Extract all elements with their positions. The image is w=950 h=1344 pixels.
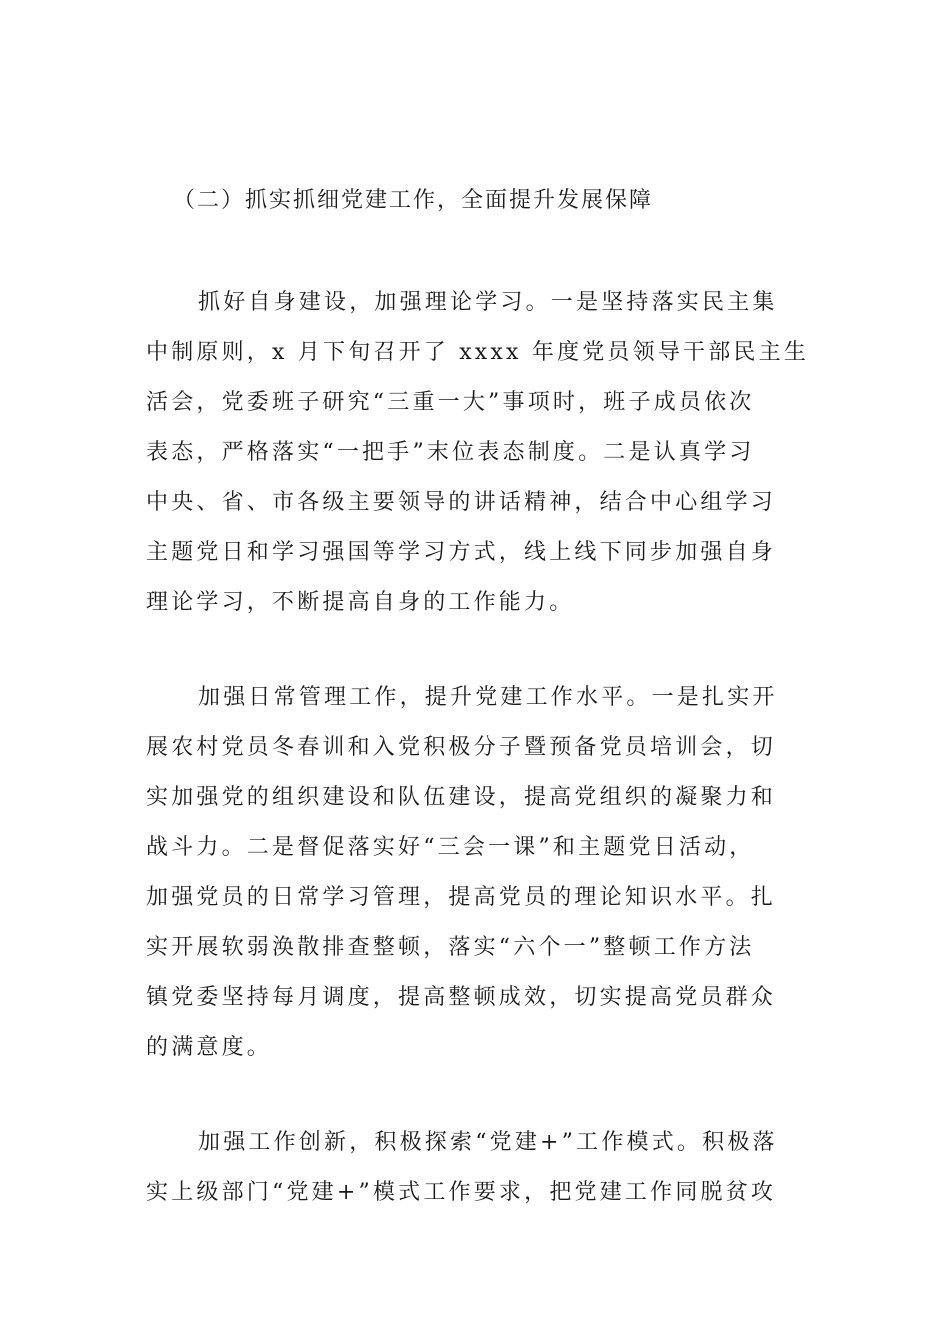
paragraph-line: 的满意度。 xyxy=(146,1035,273,1060)
paragraph-line: 主题党日和学习强国等学习方式，线上线下同步加强自身 xyxy=(146,540,777,565)
paragraph-line: 实开展软弱涣散排查整顿，落实“六个一”整顿工作方法 xyxy=(146,935,755,960)
paragraph-line: 加强党员的日常学习管理，提高党员的理论知识水平。扎 xyxy=(146,885,777,910)
paragraph-line: 中制原则，x 月下旬召开了 xxxx 年度党员领导干部民主生 xyxy=(146,340,810,365)
paragraph-line: 抓好自身建设，加强理论学习。一是坚持落实民主集 xyxy=(198,290,778,315)
paragraph-line: 展农村党员冬春训和入党积极分子暨预备党员培训会，切 xyxy=(146,735,777,760)
paragraph-line: 活会，党委班子研究“三重一大”事项时，班子成员依次 xyxy=(146,390,755,415)
paragraph-line: 实上级部门“党建+”模式工作要求，把党建工作同脱贫攻 xyxy=(146,1180,777,1205)
paragraph-line: 加强日常管理工作，提升党建工作水平。一是扎实开 xyxy=(198,685,778,710)
paragraph-line: 中央、省、市各级主要领导的讲话精神，结合中心组学习 xyxy=(146,490,777,515)
paragraph-theory-study xyxy=(146,278,826,628)
paragraph-line: 镇党委坚持每月调度，提高整顿成效，切实提高党员群众 xyxy=(146,985,777,1010)
section-heading: （二）抓实抓细党建工作，全面提升发展保障 xyxy=(173,188,654,213)
paragraph-line: 理论学习，不断提高自身的工作能力。 xyxy=(146,590,575,615)
paragraph-work-innovation xyxy=(146,1118,826,1218)
paragraph-line: 加强工作创新，积极探索“党建+”工作模式。积极落 xyxy=(198,1130,778,1155)
paragraph-daily-management xyxy=(146,673,826,1073)
paragraph-line: 实加强党的组织建设和队伍建设，提高党组织的凝聚力和 xyxy=(146,785,777,810)
paragraph-line: 表态，严格落实“一把手”末位表态制度。二是认真学习 xyxy=(146,440,755,465)
paragraph-line: 战斗力。二是督促落实好“三会一课”和主题党日活动， xyxy=(146,835,755,860)
